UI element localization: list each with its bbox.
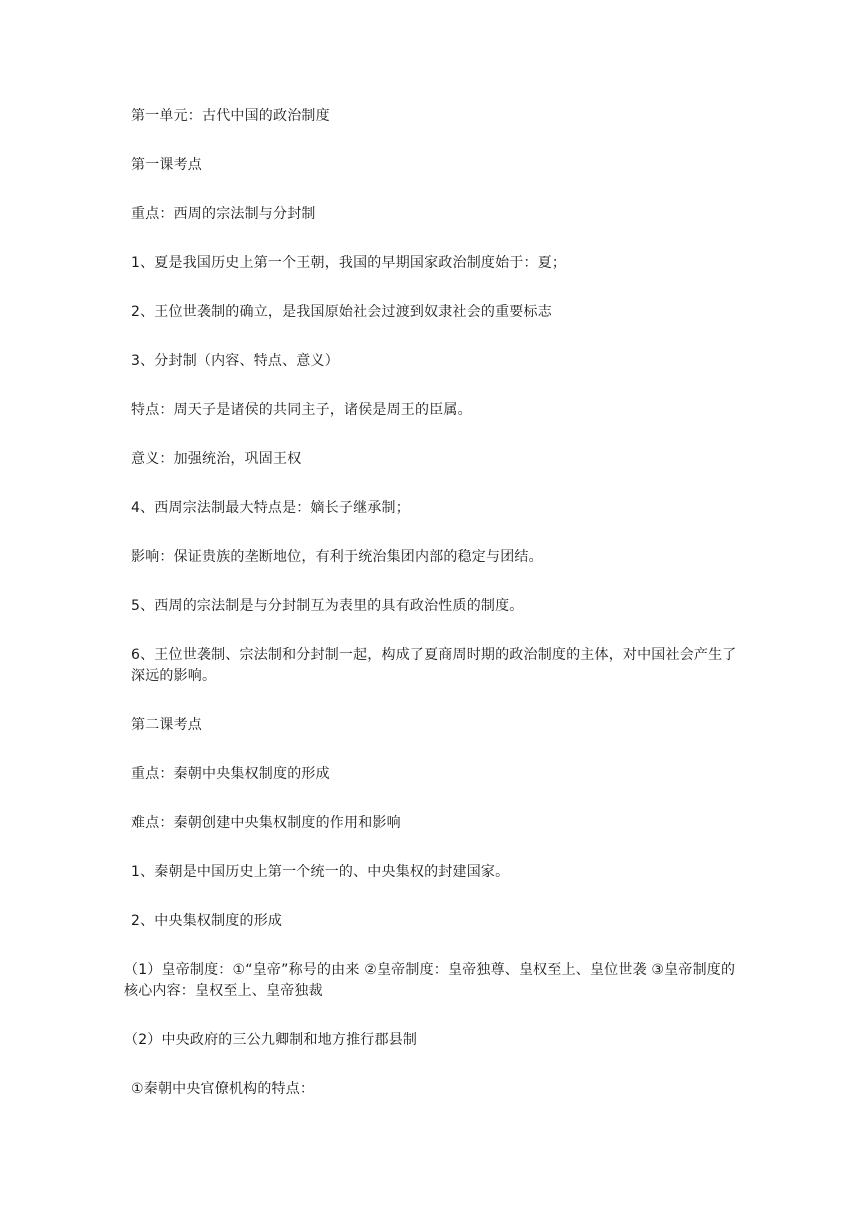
key-point: 重点：西周的宗法制与分封制 (131, 206, 316, 222)
paragraph: 意义：加强统治，巩固王权 (131, 451, 302, 467)
document-body (124, 106, 739, 1128)
paragraph: 5、西周的宗法制是与分封制互为表里的具有政治性质的制度。 (131, 598, 524, 614)
lesson-heading: 第二课考点 (131, 717, 202, 733)
paragraph: 特点：周天子是诸侯的共同主子，诸侯是周王的臣属。 (131, 402, 472, 418)
paragraph: 4、西周宗法制最大特点是：嫡长子继承制； (131, 500, 410, 516)
paragraph: （2）中央政府的三公九卿制和地方推行郡县制 (124, 1032, 418, 1048)
lesson-heading: 第一课考点 (131, 157, 202, 173)
difficult-point: 难点：秦朝创建中央集权制度的作用和影响 (131, 815, 401, 831)
paragraph: （1）皇帝制度：①“皇帝”称号的由来 ②皇帝制度：皇帝独尊、皇权至上、皇位世袭 ③皇帝制度的核心内容：皇权至上、皇帝独裁 (124, 962, 736, 999)
paragraph: 2、中央集权制度的形成 (131, 913, 283, 929)
paragraph: 3、分封制（内容、特点、意义） (131, 353, 339, 369)
paragraph: 6、王位世袭制、宗法制和分封制一起，构成了夏商周时期的政治制度的主体，对中国社会产生了深远的影响。 (131, 647, 737, 684)
unit-title: 第一单元：古代中国的政治制度 (131, 108, 330, 124)
paragraph: 影响：保证贵族的垄断地位，有利于统治集团内部的稳定与团结。 (131, 549, 543, 565)
paragraph: ①秦朝中央官僚机构的特点： (131, 1081, 315, 1097)
paragraph: 1、夏是我国历史上第一个王朝，我国的早期国家政治制度始于：夏； (131, 255, 567, 271)
key-point: 重点：秦朝中央集权制度的形成 (131, 766, 330, 782)
paragraph: 1、秦朝是中国历史上第一个统一的、中央集权的封建国家。 (131, 864, 510, 880)
paragraph: 2、王位世袭制的确立，是我国原始社会过渡到奴隶社会的重要标志 (131, 304, 552, 320)
